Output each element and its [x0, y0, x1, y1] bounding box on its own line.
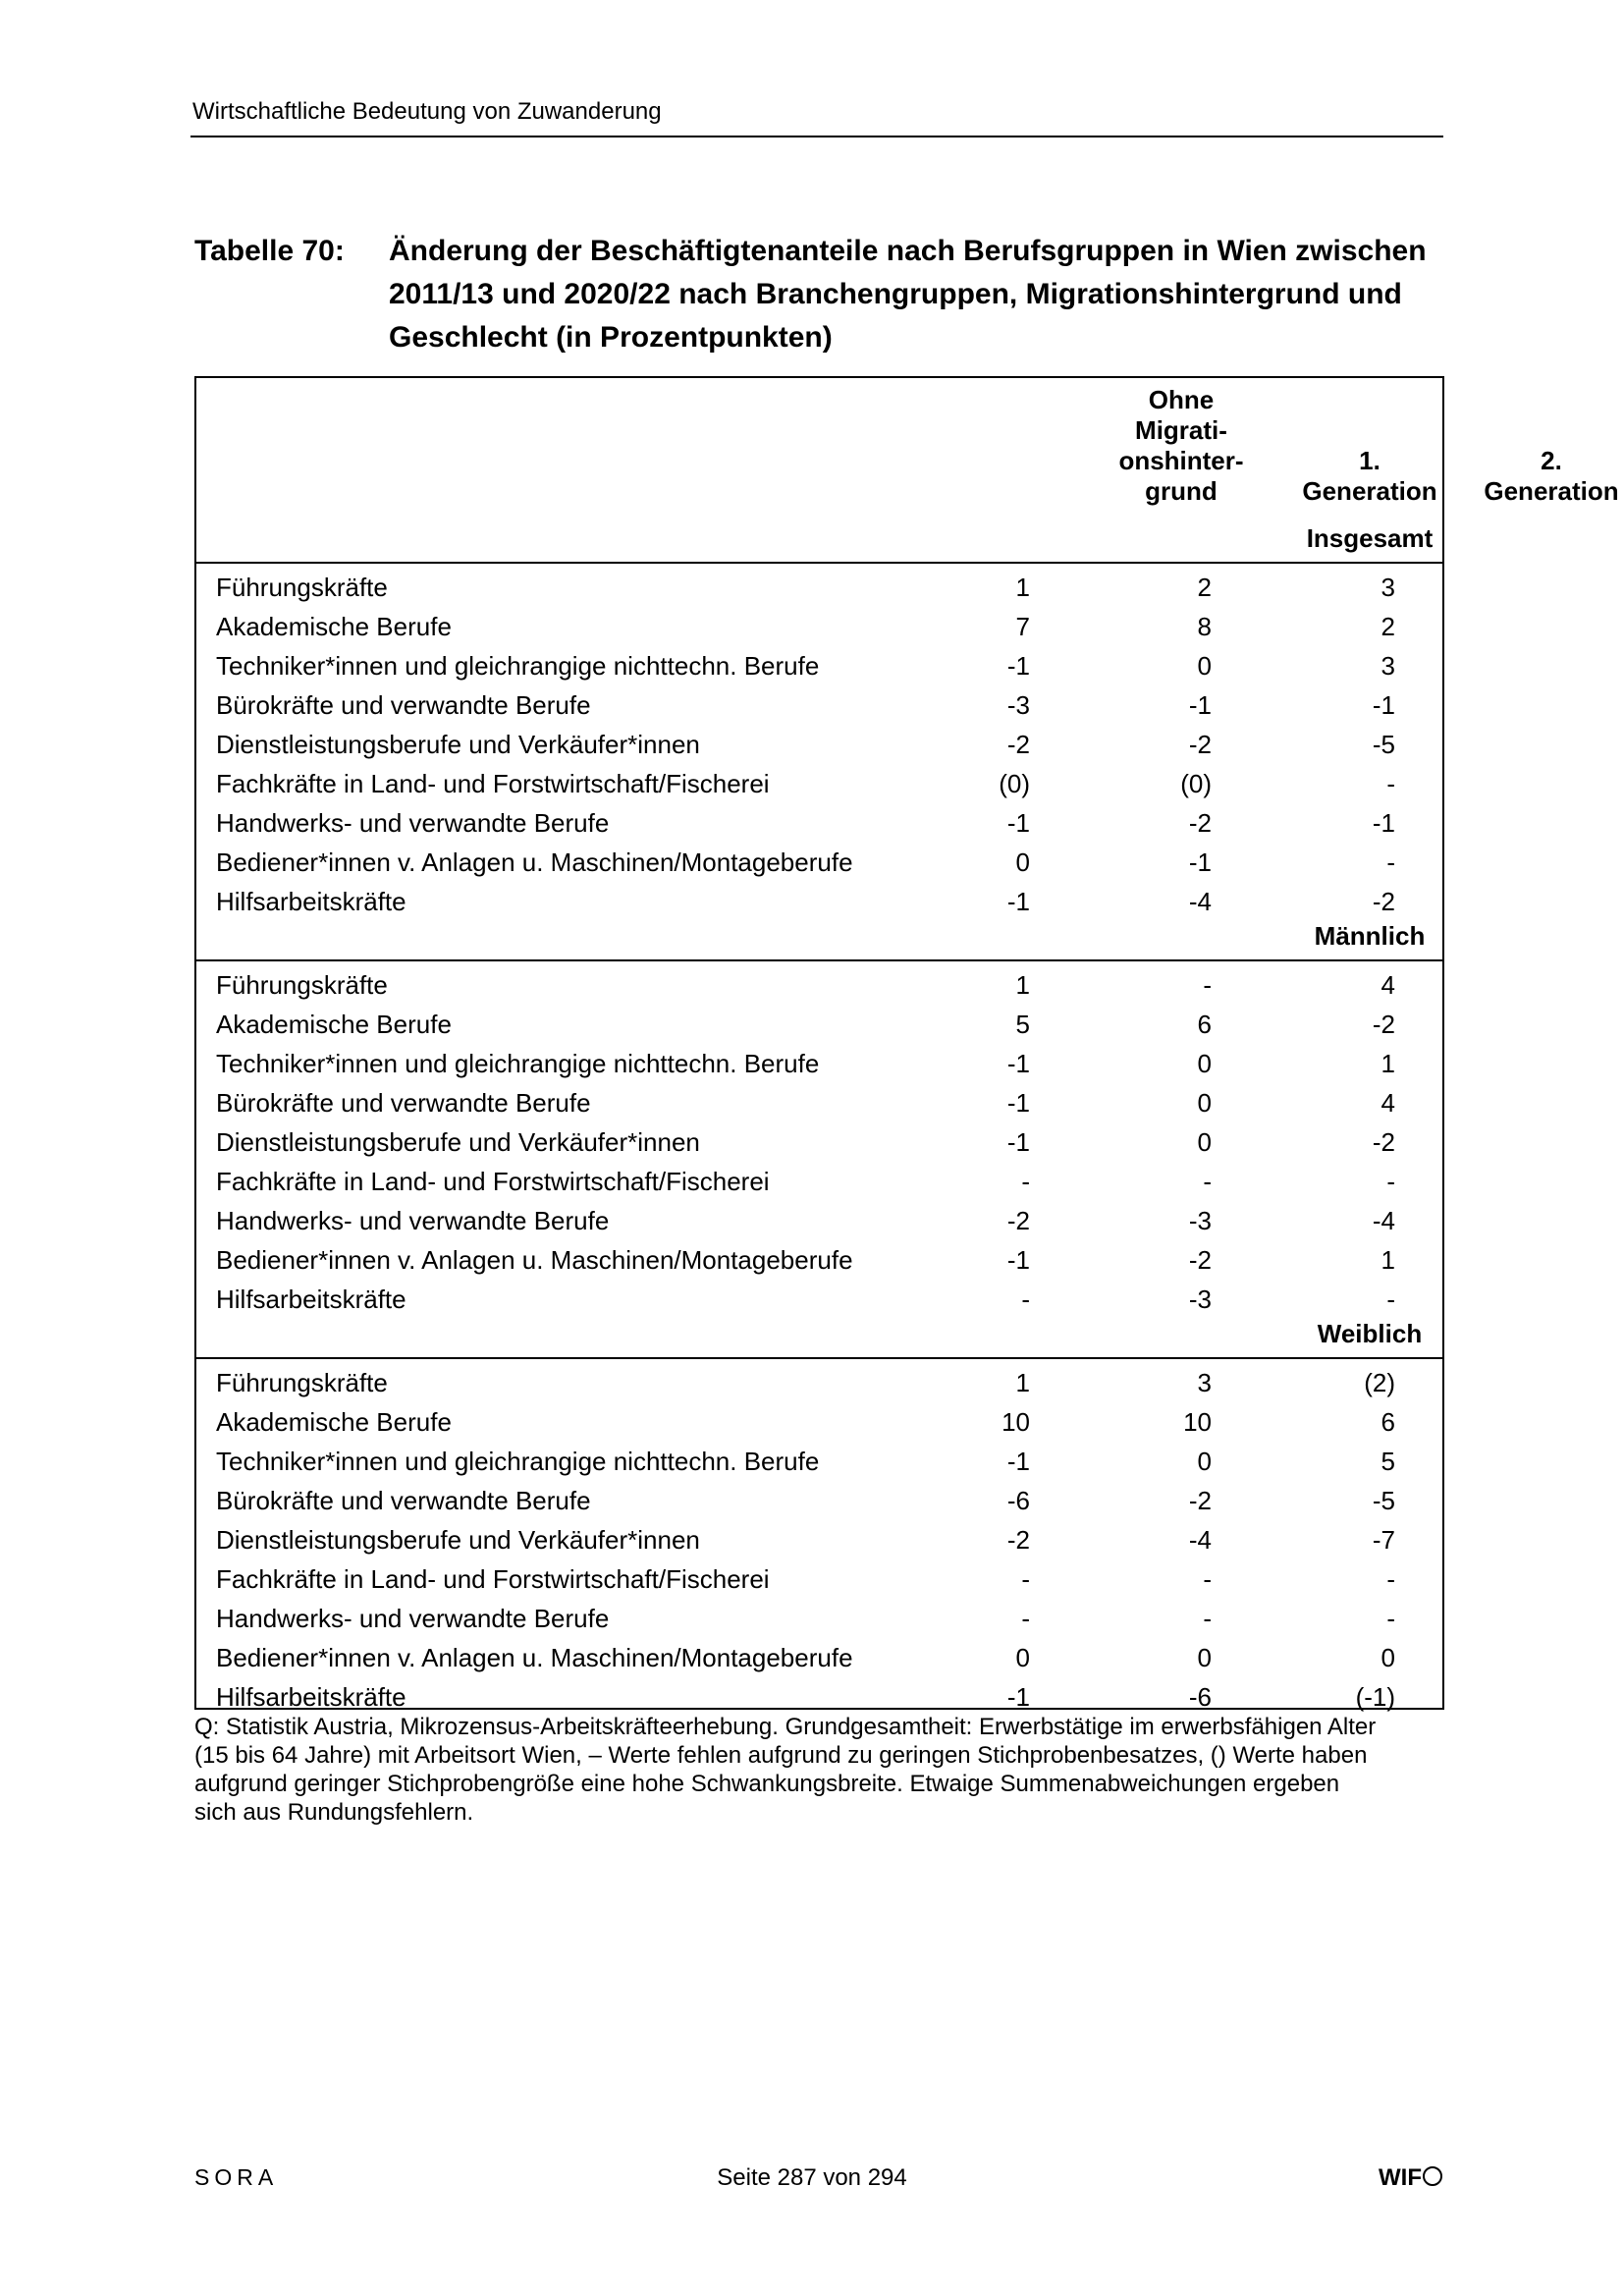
value-ohne-migrationshintergrund: 10 — [1001, 1407, 1030, 1437]
row-label: Dienstleistungsberufe und Verkäufer*innen — [216, 1127, 700, 1157]
value-2-generation: - — [1386, 847, 1395, 877]
row-label: Hilfsarbeitskräfte — [216, 1285, 406, 1314]
value-1-generation: 2 — [1197, 573, 1212, 602]
value-ohne-migrationshintergrund: 0 — [1015, 1643, 1030, 1672]
caption-line-1: Änderung der Beschäftigtenanteile nach Berufsgruppen in Wien zwischen — [389, 235, 1427, 267]
value-1-generation: -2 — [1188, 808, 1212, 838]
value-1-generation: (0) — [1180, 769, 1212, 798]
table-row — [196, 1599, 1442, 1638]
note-line: aufgrund geringer Stichprobengröße eine hohe Schwankungsbreite. Etwaige Summenabweichungen ergeben — [194, 1771, 1340, 1797]
value-ohne-migrationshintergrund: -1 — [1006, 1447, 1030, 1476]
note-line: Q: Statistik Austria, Mikrozensus-Arbeitskräfteerhebung. Grundgesamtheit: Erwerbstätige im erwerbsfähigen Alter — [194, 1714, 1377, 1740]
col-header-line: grund — [1145, 476, 1218, 506]
row-label: Dienstleistungsberufe und Verkäufer*innen — [216, 1525, 700, 1555]
row-label: Fachkräfte in Land- und Forstwirtschaft/Fischerei — [216, 769, 770, 798]
col-header-line: 2. — [1541, 446, 1562, 475]
row-label: Handwerks- und verwandte Berufe — [216, 808, 610, 838]
table-row — [196, 568, 1442, 607]
value-1-generation: -1 — [1188, 847, 1212, 877]
running-header: Wirtschaftliche Bedeutung von Zuwanderung — [192, 98, 662, 125]
page-number: Seite 287 von 294 — [717, 2164, 907, 2191]
value-2-generation: -4 — [1372, 1206, 1395, 1235]
value-ohne-migrationshintergrund: 5 — [1015, 1010, 1030, 1039]
col-header-line: Migrati- — [1135, 415, 1227, 445]
value-1-generation: 8 — [1197, 612, 1212, 641]
value-1-generation: -2 — [1188, 730, 1212, 759]
table-row — [196, 1201, 1442, 1240]
footer-sora-logo: SORA — [194, 2164, 279, 2190]
value-1-generation: 0 — [1197, 1643, 1212, 1672]
table-caption — [194, 230, 1446, 359]
data-table — [194, 376, 1619, 1712]
row-label: Techniker*innen und gleichrangige nichttechn. Berufe — [216, 1447, 820, 1476]
value-1-generation: - — [1203, 1167, 1212, 1196]
row-label: Akademische Berufe — [216, 1010, 452, 1039]
table-row — [196, 685, 1442, 725]
table-row — [196, 1044, 1442, 1083]
row-label: Bürokräfte und verwandte Berufe — [216, 1486, 591, 1515]
value-2-generation: -5 — [1372, 1486, 1395, 1515]
value-1-generation: 0 — [1197, 1447, 1212, 1476]
col-header-line: 1. — [1359, 446, 1380, 475]
value-ohne-migrationshintergrund: -1 — [1006, 1049, 1030, 1078]
value-1-generation: -4 — [1188, 1525, 1212, 1555]
table-row — [196, 1280, 1442, 1319]
value-1-generation: - — [1203, 1604, 1212, 1633]
section-label: Männlich — [1314, 921, 1426, 951]
value-1-generation: 6 — [1197, 1010, 1212, 1039]
value-1-generation: 10 — [1183, 1407, 1212, 1437]
row-label: Fachkräfte in Land- und Forstwirtschaft/Fischerei — [216, 1167, 770, 1196]
note-line: (15 bis 64 Jahre) mit Arbeitsort Wien, – Werte fehlen aufgrund zu geringen Stichprobenbesatzes, () Werte haben — [194, 1742, 1368, 1769]
value-2-generation: 2 — [1380, 612, 1395, 641]
row-label: Techniker*innen und gleichrangige nichttechn. Berufe — [216, 1049, 820, 1078]
value-2-generation: -2 — [1372, 887, 1395, 916]
row-label: Führungskräfte — [216, 970, 388, 1000]
value-2-generation: (-1) — [1355, 1682, 1395, 1712]
value-ohne-migrationshintergrund: -1 — [1006, 1682, 1030, 1712]
row-label: Bürokräfte und verwandte Berufe — [216, 1088, 591, 1118]
col-header-line: Generation — [1302, 476, 1437, 506]
value-2-generation: -1 — [1372, 690, 1395, 720]
value-2-generation: - — [1386, 1167, 1395, 1196]
caption-label: Tabelle 70: — [194, 235, 345, 267]
value-ohne-migrationshintergrund: -1 — [1006, 808, 1030, 838]
value-2-generation: - — [1386, 1604, 1395, 1633]
header-rule — [190, 136, 1443, 137]
row-label: Techniker*innen und gleichrangige nichttechn. Berufe — [216, 651, 820, 681]
table-row — [196, 1481, 1442, 1520]
value-ohne-migrationshintergrund: 0 — [1015, 847, 1030, 877]
footer-wifo-logo — [1379, 2164, 1442, 2192]
table-row — [196, 843, 1442, 882]
value-ohne-migrationshintergrund: - — [1021, 1167, 1030, 1196]
table-row — [196, 965, 1442, 1005]
table-source-note — [194, 1713, 1451, 1827]
value-2-generation: 0 — [1380, 1643, 1395, 1672]
value-1-generation: -6 — [1188, 1682, 1212, 1712]
col-header-2-generation — [1414, 446, 1624, 507]
table-row — [196, 1363, 1442, 1402]
value-1-generation: 0 — [1197, 1049, 1212, 1078]
row-label: Fachkräfte in Land- und Forstwirtschaft/Fischerei — [216, 1564, 770, 1594]
value-2-generation: 3 — [1380, 651, 1395, 681]
row-label: Führungskräfte — [216, 1368, 388, 1397]
col-header-line: onshinter- — [1118, 446, 1244, 475]
value-ohne-migrationshintergrund: -3 — [1006, 690, 1030, 720]
value-2-generation: 1 — [1380, 1049, 1395, 1078]
value-2-generation: -5 — [1372, 730, 1395, 759]
table-row — [196, 1520, 1442, 1559]
value-2-generation: -1 — [1372, 808, 1395, 838]
table-row — [196, 1005, 1442, 1044]
table-row — [196, 1677, 1442, 1717]
table-row — [196, 1638, 1442, 1677]
value-ohne-migrationshintergrund: -1 — [1006, 887, 1030, 916]
note-line: sich aus Rundungsfehlern. — [194, 1799, 474, 1826]
row-label: Bürokräfte und verwandte Berufe — [216, 690, 591, 720]
table-row — [196, 725, 1442, 764]
value-ohne-migrationshintergrund: -1 — [1006, 1245, 1030, 1275]
col-header-line: Ohne — [1148, 385, 1215, 414]
value-2-generation: 6 — [1380, 1407, 1395, 1437]
value-1-generation: 0 — [1197, 1127, 1212, 1157]
row-label: Handwerks- und verwandte Berufe — [216, 1206, 610, 1235]
value-2-generation: - — [1386, 1285, 1395, 1314]
value-1-generation: -4 — [1188, 887, 1212, 916]
value-1-generation: -1 — [1188, 690, 1212, 720]
table-row — [196, 882, 1442, 921]
value-ohne-migrationshintergrund: -2 — [1006, 730, 1030, 759]
value-1-generation: -2 — [1188, 1245, 1212, 1275]
value-ohne-migrationshintergrund: 1 — [1015, 1368, 1030, 1397]
value-2-generation: - — [1386, 1564, 1395, 1594]
value-ohne-migrationshintergrund: (0) — [999, 769, 1030, 798]
table-row — [196, 646, 1442, 685]
table-row — [196, 1122, 1442, 1162]
value-ohne-migrationshintergrund: - — [1021, 1604, 1030, 1633]
value-1-generation: 0 — [1197, 651, 1212, 681]
table-row — [196, 1083, 1442, 1122]
table-row — [196, 764, 1442, 803]
value-1-generation: - — [1203, 1564, 1212, 1594]
table-row — [196, 803, 1442, 843]
value-1-generation: -3 — [1188, 1206, 1212, 1235]
table-row — [196, 1162, 1442, 1201]
value-1-generation: -3 — [1188, 1285, 1212, 1314]
value-2-generation: -2 — [1372, 1010, 1395, 1039]
value-2-generation: 5 — [1380, 1447, 1395, 1476]
row-label: Hilfsarbeitskräfte — [216, 1682, 406, 1712]
value-2-generation: - — [1386, 769, 1395, 798]
value-2-generation: 4 — [1380, 1088, 1395, 1118]
section-label: Weiblich — [1317, 1319, 1423, 1348]
section-rule — [196, 562, 1442, 564]
row-label: Dienstleistungsberufe und Verkäufer*innen — [216, 730, 700, 759]
value-ohne-migrationshintergrund: -6 — [1006, 1486, 1030, 1515]
wifo-logo-text: WIF — [1379, 2164, 1422, 2191]
section-label: Insgesamt — [1306, 523, 1434, 553]
value-2-generation: (2) — [1364, 1368, 1395, 1397]
value-ohne-migrationshintergrund: -1 — [1006, 1127, 1030, 1157]
value-ohne-migrationshintergrund: 7 — [1015, 612, 1030, 641]
value-1-generation: 3 — [1197, 1368, 1212, 1397]
value-2-generation: -7 — [1372, 1525, 1395, 1555]
value-ohne-migrationshintergrund: -2 — [1006, 1525, 1030, 1555]
caption-line-3: Geschlecht (in Prozentpunkten) — [389, 321, 833, 354]
caption-line-2: 2011/13 und 2020/22 nach Branchengruppen, Migrationshintergrund und — [389, 278, 1402, 310]
row-label: Akademische Berufe — [216, 612, 452, 641]
row-label: Akademische Berufe — [216, 1407, 452, 1437]
table-row — [196, 1402, 1442, 1442]
value-ohne-migrationshintergrund: -2 — [1006, 1206, 1030, 1235]
value-1-generation: -2 — [1188, 1486, 1212, 1515]
value-ohne-migrationshintergrund: 1 — [1015, 573, 1030, 602]
value-2-generation: -2 — [1372, 1127, 1395, 1157]
value-ohne-migrationshintergrund: -1 — [1006, 651, 1030, 681]
col-header-line: Generation — [1484, 476, 1619, 506]
value-2-generation: 1 — [1380, 1245, 1395, 1275]
section-rule — [196, 959, 1442, 961]
table-row — [196, 1240, 1442, 1280]
row-label: Handwerks- und verwandte Berufe — [216, 1604, 610, 1633]
value-ohne-migrationshintergrund: -1 — [1006, 1088, 1030, 1118]
value-2-generation: 4 — [1380, 970, 1395, 1000]
value-2-generation: 3 — [1380, 573, 1395, 602]
row-label: Hilfsarbeitskräfte — [216, 887, 406, 916]
table-row — [196, 607, 1442, 646]
value-ohne-migrationshintergrund: 1 — [1015, 970, 1030, 1000]
table-row — [196, 1559, 1442, 1599]
section-rule — [196, 1357, 1442, 1359]
row-label: Bediener*innen v. Anlagen u. Maschinen/Montageberufe — [216, 847, 853, 877]
value-1-generation: 0 — [1197, 1088, 1212, 1118]
wifo-logo-ring-icon — [1423, 2166, 1442, 2186]
row-label: Bediener*innen v. Anlagen u. Maschinen/Montageberufe — [216, 1643, 853, 1672]
value-1-generation: - — [1203, 970, 1212, 1000]
value-ohne-migrationshintergrund: - — [1021, 1564, 1030, 1594]
value-ohne-migrationshintergrund: - — [1021, 1285, 1030, 1314]
row-label: Bediener*innen v. Anlagen u. Maschinen/Montageberufe — [216, 1245, 853, 1275]
table-row — [196, 1442, 1442, 1481]
row-label: Führungskräfte — [216, 573, 388, 602]
